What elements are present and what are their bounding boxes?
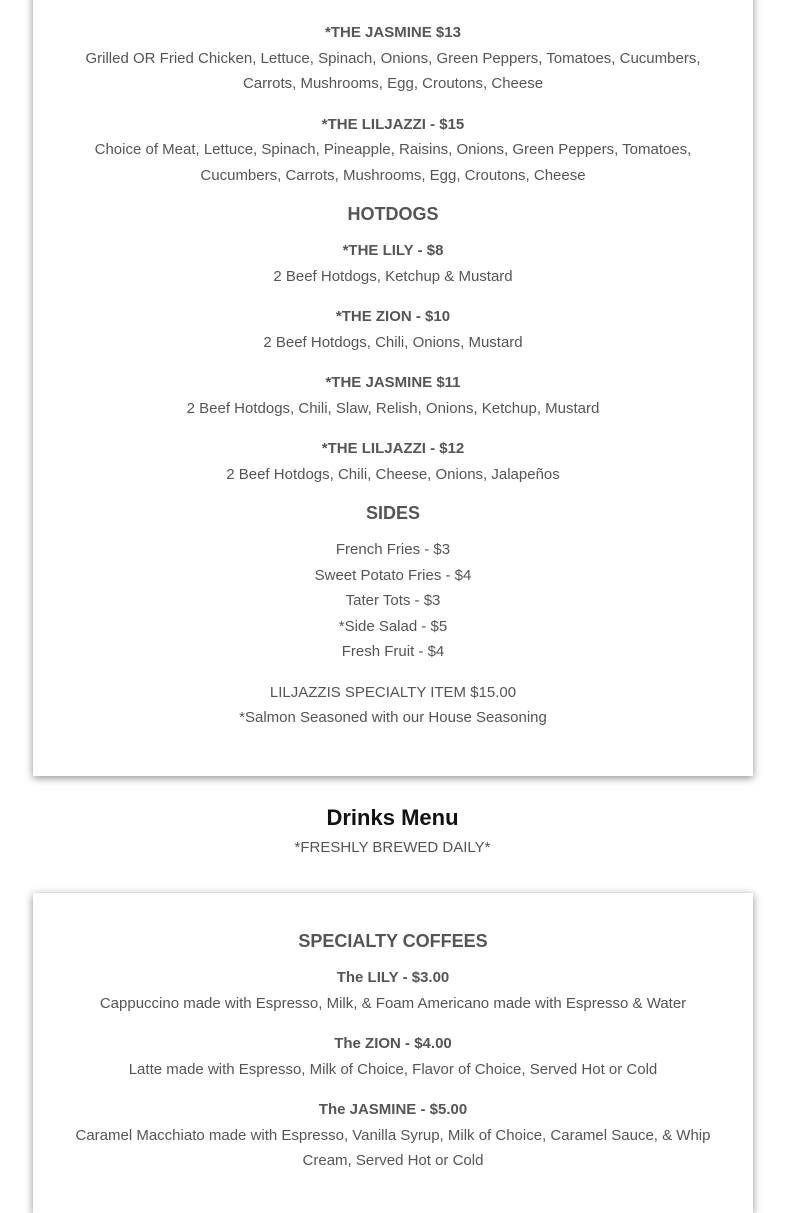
menu-item-description: Caramel Macchiato made with Espresso, Vanilla Syrup, Milk of Choice, Caramel Sauce, & Whip Cream, Served Hot or Cold	[75, 1126, 711, 1169]
sides-list	[63, 537, 723, 665]
drinks-header	[0, 803, 785, 859]
food-menu-card	[33, 0, 753, 776]
menu-item-description: 2 Beef Hotdogs, Chili, Cheese, Onions, Jalapeños	[226, 465, 560, 483]
menu-item-title: *THE JASMINE $13	[325, 24, 461, 41]
menu-item	[63, 370, 723, 421]
menu-item-title: *THE JASMINE $11	[325, 374, 461, 391]
menu-item-description: 2 Beef Hotdogs, Ketchup & Mustard	[273, 267, 513, 285]
menu-item-title: The ZION - $4.00	[334, 1035, 452, 1052]
menu-item	[63, 20, 723, 97]
menu-item	[63, 112, 723, 189]
menu-item-description: Choice of Meat, Lettuce, Spinach, Pineapple, Raisins, Onions, Green Peppers, Tomatoes, Cucumbers, Carrots, Mushrooms, Egg, Croutons, Cheese	[94, 141, 692, 184]
menu-item-title: *THE LILY - $8	[342, 242, 444, 259]
side-item: Fresh Fruit - $4	[341, 643, 445, 660]
menu-item-title: *THE LILJAZZI - $12	[321, 440, 465, 457]
menu-item-title: *THE LILJAZZI - $15	[321, 115, 465, 133]
drinks-menu-subtitle: *FRESHLY BREWED DAILY*	[294, 839, 491, 856]
hotdogs-heading: HOTDOGS	[347, 204, 439, 224]
side-item: Sweet Potato Fries - $4	[314, 566, 472, 584]
menu-item-title: *THE ZION - $10	[335, 308, 451, 325]
menu-item-description: 2 Beef Hotdogs, Chili, Onions, Mustard	[263, 333, 523, 351]
side-item: *Side Salad - $5	[338, 617, 448, 635]
side-item: Tater Tots - $3	[345, 592, 441, 609]
menu-item-title: The LILY - $3.00	[336, 969, 450, 986]
specialty-item-description: *Salmon Seasoned with our House Seasoning	[239, 709, 547, 726]
menu-item	[63, 1097, 723, 1174]
menu-item	[63, 304, 723, 355]
specialty-coffees-heading: SPECIALTY COFFEES	[298, 931, 488, 951]
menu-item-description: Latte made with Espresso, Milk of Choice, Flavor of Choice, Served Hot or Cold	[128, 1060, 658, 1078]
menu-item-description: 2 Beef Hotdogs, Chili, Slaw, Relish, Onions, Ketchup, Mustard	[186, 399, 600, 417]
coffee-menu-card	[33, 893, 753, 1213]
menu-item-title: The JASMINE - $5.00	[318, 1101, 468, 1118]
menu-item	[63, 1031, 723, 1082]
side-item: French Fries - $3	[335, 541, 451, 558]
menu-item	[63, 238, 723, 289]
drinks-menu-title: Drinks Menu	[326, 805, 459, 830]
menu-item-description: Cappuccino made with Espresso, Milk, & Foam Americano made with Espresso & Water	[99, 994, 687, 1012]
sides-heading: SIDES	[365, 503, 421, 523]
specialty-item-title: LILJAZZIS SPECIALTY ITEM $15.00	[269, 683, 517, 701]
menu-item-description: Grilled OR Fried Chicken, Lettuce, Spinach, Onions, Green Peppers, Tomatoes, Cucumbers, Carrots, Mushrooms, Egg, Croutons, Cheese	[85, 49, 701, 92]
specialty-item	[63, 680, 723, 731]
menu-item	[63, 436, 723, 487]
menu-item	[63, 965, 723, 1016]
